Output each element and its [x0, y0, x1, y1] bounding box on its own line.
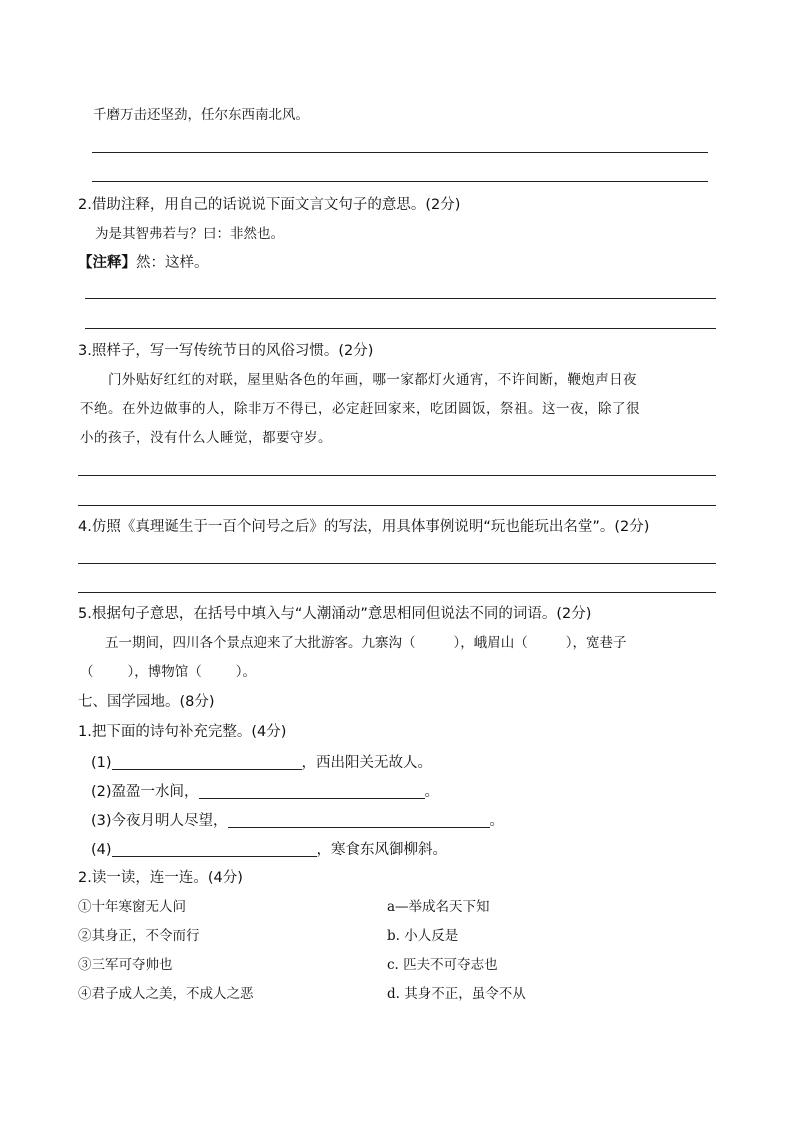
- match-right-item[interactable]: a—举成名天下知: [387, 899, 490, 915]
- example-paragraph-line: 门外贴好红红的对联，屋里贴各色的年画，哪一家都灯火通宵，不许间断，鞭炮声日夜: [108, 372, 637, 388]
- question-title: 2.借助注释，用自己的话说说下面文言文句子的意思。(2分): [78, 197, 461, 213]
- poem-text: ，寒食东风御柳斜。: [316, 842, 448, 858]
- match-left-item[interactable]: ③三军可夺帅也: [78, 957, 173, 973]
- match-right-item[interactable]: c. 匹夫不可夺志也: [387, 957, 498, 973]
- fill-sentence-line: [80, 666, 256, 680]
- poem-fill-item: [91, 784, 439, 800]
- fill-text: ），宽巷子: [565, 635, 627, 651]
- fill-blank[interactable]: [112, 842, 317, 857]
- section-title: 七、国学园地。(8分): [78, 694, 215, 710]
- poem-text: 。: [489, 813, 505, 829]
- poem-fill-item: [91, 813, 504, 829]
- fill-text: ）。: [235, 664, 256, 680]
- answer-line[interactable]: [92, 181, 708, 182]
- fill-sentence-line: [105, 637, 627, 651]
- answer-line[interactable]: [78, 505, 716, 506]
- annotation-text: 然：这样。: [136, 255, 209, 271]
- example-paragraph-line: 小的孩子，没有什么人睡觉，都要守岁。: [80, 430, 332, 446]
- poem-line: 千磨万击还坚劲，任尔东西南北风。: [93, 107, 309, 123]
- match-right-item[interactable]: b. 小人反是: [387, 928, 459, 944]
- question-title: 5.根据句子意思，在括号中填入与“人潮涌动”意思相同但说法不同的词语。(2分): [78, 606, 592, 622]
- item-number: (4): [91, 842, 112, 858]
- fill-text: 五一期间，四川各个景点迎来了大批游客。九寨沟（: [105, 635, 416, 651]
- match-left-item[interactable]: ①十年寒窗无人问: [78, 899, 186, 915]
- poem-text: ，西出阳关无故人。: [301, 755, 433, 771]
- answer-line[interactable]: [85, 298, 716, 299]
- answer-line[interactable]: [92, 152, 708, 153]
- match-right-item[interactable]: d. 其身不正，虽令不从: [387, 986, 526, 1002]
- fill-blank[interactable]: [228, 813, 490, 828]
- answer-line[interactable]: [78, 563, 716, 564]
- item-number: (2): [91, 784, 112, 800]
- poem-fill-item: [91, 842, 447, 858]
- fill-blank[interactable]: [112, 755, 302, 770]
- annotation: [78, 256, 209, 271]
- question-title: 1.把下面的诗句补充完整。(4分): [78, 724, 287, 740]
- poem-text: 今夜月明人尽望，: [111, 813, 228, 829]
- fill-text: （: [80, 664, 94, 680]
- answer-line[interactable]: [78, 592, 716, 593]
- match-left-item[interactable]: ②其身正，不令而行: [78, 928, 200, 944]
- fill-blank[interactable]: [199, 784, 425, 799]
- poem-text: 盈盈一水间，: [111, 784, 199, 800]
- match-left-item[interactable]: ④君子成人之美，不成人之恶: [78, 986, 254, 1002]
- item-number: (3): [91, 813, 112, 829]
- example-paragraph-line: 不绝。在外边做事的人，除非万不得已，必定赶回家来，吃团圆饭，祭祖。这一夜，除了很: [80, 401, 640, 417]
- poem-fill-item: [91, 755, 432, 771]
- answer-line[interactable]: [85, 328, 716, 329]
- poem-text: 。: [424, 784, 440, 800]
- fill-text: ），博物馆（: [127, 664, 202, 680]
- question-title: 3.照样子，写一写传统节日的风俗习惯。(2分): [78, 343, 374, 359]
- question-title: 2.读一读，连一连。(4分): [78, 870, 243, 886]
- fill-text: ），峨眉山（: [453, 635, 528, 651]
- classical-sentence: 为是其智弗若与？曰：非然也。: [95, 226, 284, 242]
- item-number: (1): [91, 755, 112, 771]
- answer-line[interactable]: [78, 475, 716, 476]
- question-title: 4.仿照《真理诞生于一百个问号之后》的写法，用具体事例说明“玩也能玩出名堂”。(2分): [78, 519, 650, 535]
- annotation-label: 【注释】: [78, 255, 136, 271]
